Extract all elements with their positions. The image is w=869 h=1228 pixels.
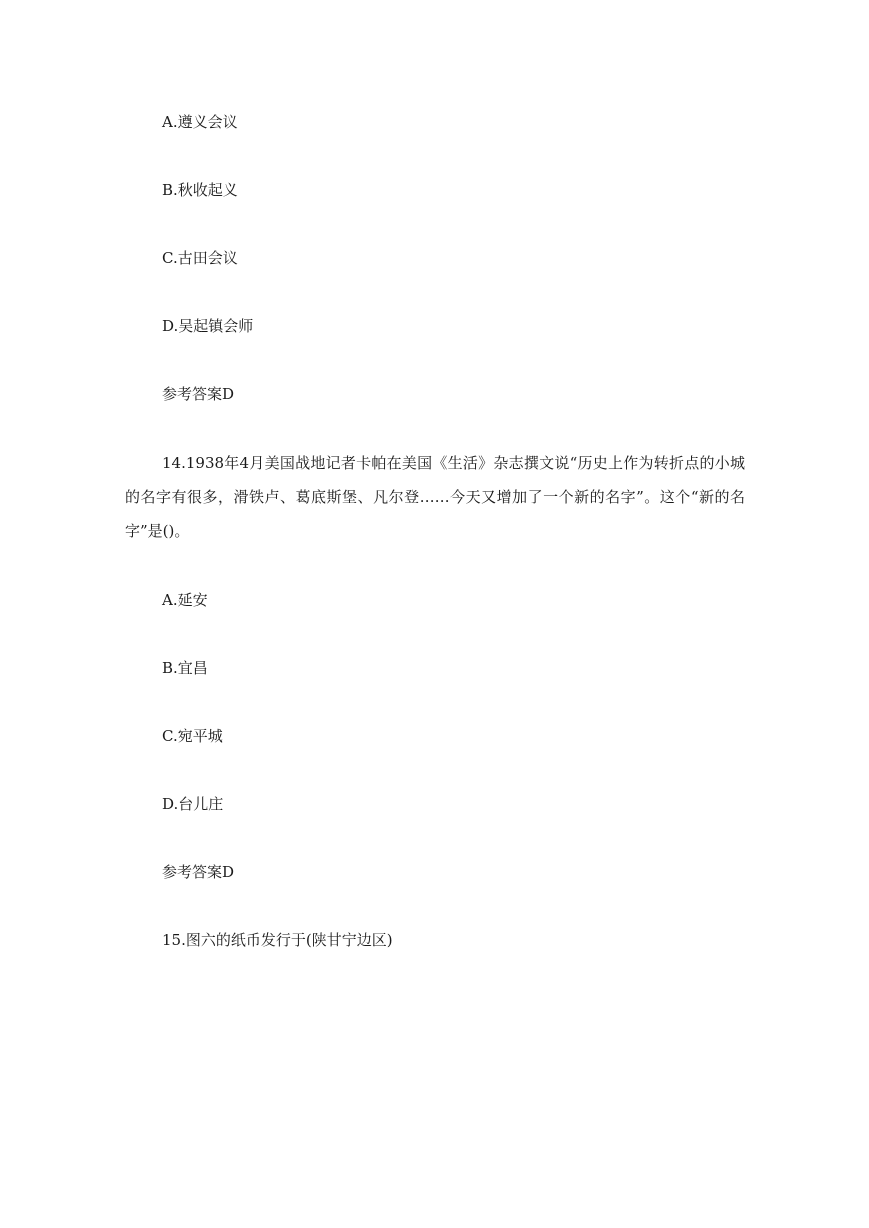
q14-option-a: A.延安 <box>162 591 208 609</box>
q13-option-b: B.秋收起义 <box>162 181 238 199</box>
q14-option-d: D.台儿庄 <box>162 795 224 813</box>
q13-answer: 参考答案D <box>162 385 235 403</box>
q14-option-c: C.宛平城 <box>162 727 223 745</box>
q15-stem: 15.图六的纸币发行于(陕甘宁边区) <box>162 931 393 949</box>
q13-option-c: C.古田会议 <box>162 249 238 267</box>
q13-option-d: D.吴起镇会师 <box>162 317 254 335</box>
q14-answer: 参考答案D <box>162 863 235 881</box>
q14-option-b: B.宜昌 <box>162 659 208 677</box>
q14-stem: 14.1938年4月美国战地记者卡帕在美国《生活》杂志撰文说“历史上作为转折点的小城的名字有很多，滑铁卢、葛底斯堡、凡尔登……今天又增加了一个新的名字”。这个“新的名字”是()。 <box>125 454 745 540</box>
q13-option-a: A.遵义会议 <box>162 113 238 131</box>
